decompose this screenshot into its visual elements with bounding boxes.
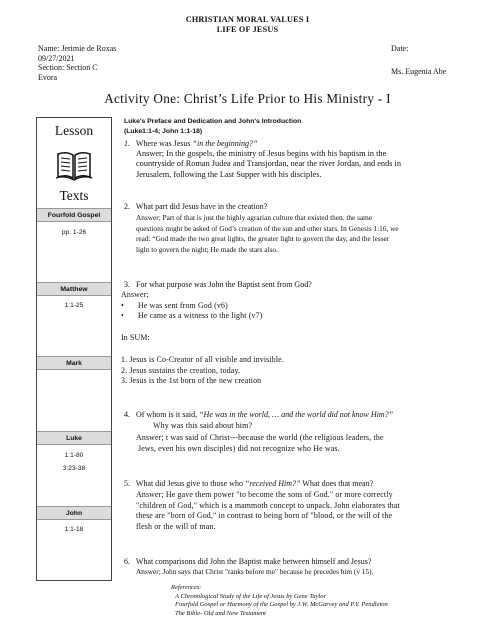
question-4-text: Of whom is it said, <box>136 410 200 419</box>
bullet-icon: • <box>121 300 124 310</box>
references-list <box>175 593 475 618</box>
question-6-number: 6. <box>124 557 130 566</box>
submission-date: 09/27/2021 <box>38 53 75 63</box>
summary-item: 3. Jesus is the 1st born of the new creation <box>121 376 262 386</box>
question-2-number: 2. <box>124 202 130 211</box>
sidebar-header-luke: Luke <box>37 431 111 445</box>
course-title: CHRISTIAN MORAL VALUES I <box>185 15 310 24</box>
answer-3-bullet: • He was sent from God (v6) <box>121 300 228 310</box>
sidebar-header-fourfold: Fourfold Gospel <box>37 208 111 222</box>
activity-title: Activity One: Christ’s Life Prior to His Ministry - I <box>104 91 391 106</box>
date-label: Date: <box>391 44 409 53</box>
sidebar-header-matthew: Matthew <box>37 282 111 296</box>
answer-6: Answer; John says that Christ "ranks before me" because he precedes him (v 15). <box>136 567 374 576</box>
sidebar-texts-label: Texts <box>59 188 89 203</box>
sidebar-ref-fourfold: pp. 1-26 <box>61 229 87 236</box>
answer-3-label: Answer; <box>121 290 149 299</box>
question-5-quote: “received Him?” <box>244 479 301 488</box>
question-5-text: What did Jesus give to those who <box>135 479 245 488</box>
answer-2 <box>136 213 481 255</box>
question-1-number: 1. <box>124 139 130 148</box>
question-2-text: What part did Jesus have in the creation? <box>135 202 268 211</box>
sidebar-lesson-label: Lesson <box>54 123 94 138</box>
question-5 <box>124 479 484 489</box>
student-name: Name: Jerimie de Roxas <box>38 44 117 53</box>
answer-5 <box>136 490 481 532</box>
sidebar-ref-luke-2: 3:23-38 <box>62 465 86 472</box>
sidebar-ref-luke-1: 1:1-80 <box>64 452 84 459</box>
summary-item: 2. Jesus sustains the creation, today. <box>121 365 241 375</box>
student-surname-continued: Evora <box>38 72 58 82</box>
answer-3-bullet: • He came as a witness to the light (v7) <box>121 311 263 321</box>
question-3-text: For what purpose was John the Baptist sent from God? <box>136 280 312 289</box>
answer-1-line: countryside of Roman Judea and Transjordan, near the river Jordan, and ends in <box>136 159 401 169</box>
reference-item: Fourfold Gospel or Harmony of the Gospel by J.W. McGarvey and P.Y. Pendleton <box>175 601 388 609</box>
open-book-icon <box>54 144 94 189</box>
sidebar-header-mark: Mark <box>37 356 111 370</box>
answer-5-line: Answer; He gave them power "to become the sons of God." or more correctly <box>136 490 393 499</box>
question-6-text: What comparisons did John the Baptist make between himself and Jesus? <box>135 557 372 566</box>
sidebar-ref-john: 1:1-18 <box>64 526 84 533</box>
question-1-quote: “in the beginning?” <box>192 139 258 148</box>
reference-item: A Chronological Study of the Life of Jesus by Gene Taylor <box>175 593 327 600</box>
answer-2-line: read: “God made the two great lights, the greater light to govern the day, and the lesser <box>136 234 390 244</box>
section-title: Luke's Preface and Dedication and John's Introduction <box>124 118 302 125</box>
answer-5-line: flesh or the will of man. <box>136 521 216 531</box>
answer-2-line: Answer; Part of that is just the highly agrarian culture that existed then. the same <box>136 213 373 222</box>
section-reference: (Luke1:1-4; John 1:1-18) <box>124 128 203 135</box>
question-4-quote: “He was in the world, … and the world did not know Him?” <box>199 410 394 419</box>
answer-1-line: Answer; In the gospels, the ministry of Jesus begins with his baptism in the <box>136 149 387 158</box>
answer-2-line: light to govern the night; He made the stars also. <box>136 244 278 254</box>
summary-item: 1. Jesus is Co-Creator of all visible and invisible. <box>121 355 284 364</box>
reference-item: The Bible- Old and New Testament <box>175 609 266 617</box>
question-4-number: 4. <box>124 410 130 419</box>
question-5-text-after: What does that mean? <box>300 479 374 488</box>
answer-4 <box>136 433 481 454</box>
answer-4-line: Jews, even his own disciples) did not recognize who He was. <box>138 443 340 453</box>
answer-1-line: Jerusalem, following the Last Supper with his disciples. <box>136 169 322 179</box>
summary-list <box>121 355 471 387</box>
answer-3 <box>121 290 471 322</box>
answer-5-line: these are "born of God," in contrast to being born of "blood, or the will of the <box>136 511 393 521</box>
question-1-text: Where was Jesus <box>135 139 193 148</box>
answer-2-line: questions might be asked of God’s creation of the sun and other stars. In Genesis 1:16, we <box>136 223 399 233</box>
question-6 <box>124 557 484 567</box>
question-4-followup: Why was this said about him? <box>153 421 253 430</box>
question-4 <box>124 410 484 420</box>
teacher-name: Ms. Eugenia Abe <box>391 67 447 76</box>
student-info <box>38 44 116 82</box>
answer-4-line: Answer; t was said of Christ---because the world (the religious leaders, the <box>136 433 384 442</box>
question-1 <box>124 139 474 149</box>
answer-1 <box>136 149 481 180</box>
answer-5-line: "children of God," which is a mammoth concept to unpack. John elaborates that <box>136 500 400 510</box>
question-2 <box>124 202 474 212</box>
sidebar-ref-matthew: 1:1-25 <box>64 302 84 309</box>
student-section: Section: Section C <box>38 63 98 73</box>
summary-label: In SUM: <box>121 333 150 342</box>
bullet-icon: • <box>121 311 124 321</box>
question-3 <box>124 280 474 290</box>
question-5-number: 5. <box>124 479 130 488</box>
references-label: References: <box>171 584 202 591</box>
sidebar-header-john: John <box>37 506 111 520</box>
lesson-texts-sidebar <box>36 117 112 581</box>
question-3-number: 3. <box>124 280 130 289</box>
course-subtitle: LIFE OF JESUS <box>216 25 279 34</box>
